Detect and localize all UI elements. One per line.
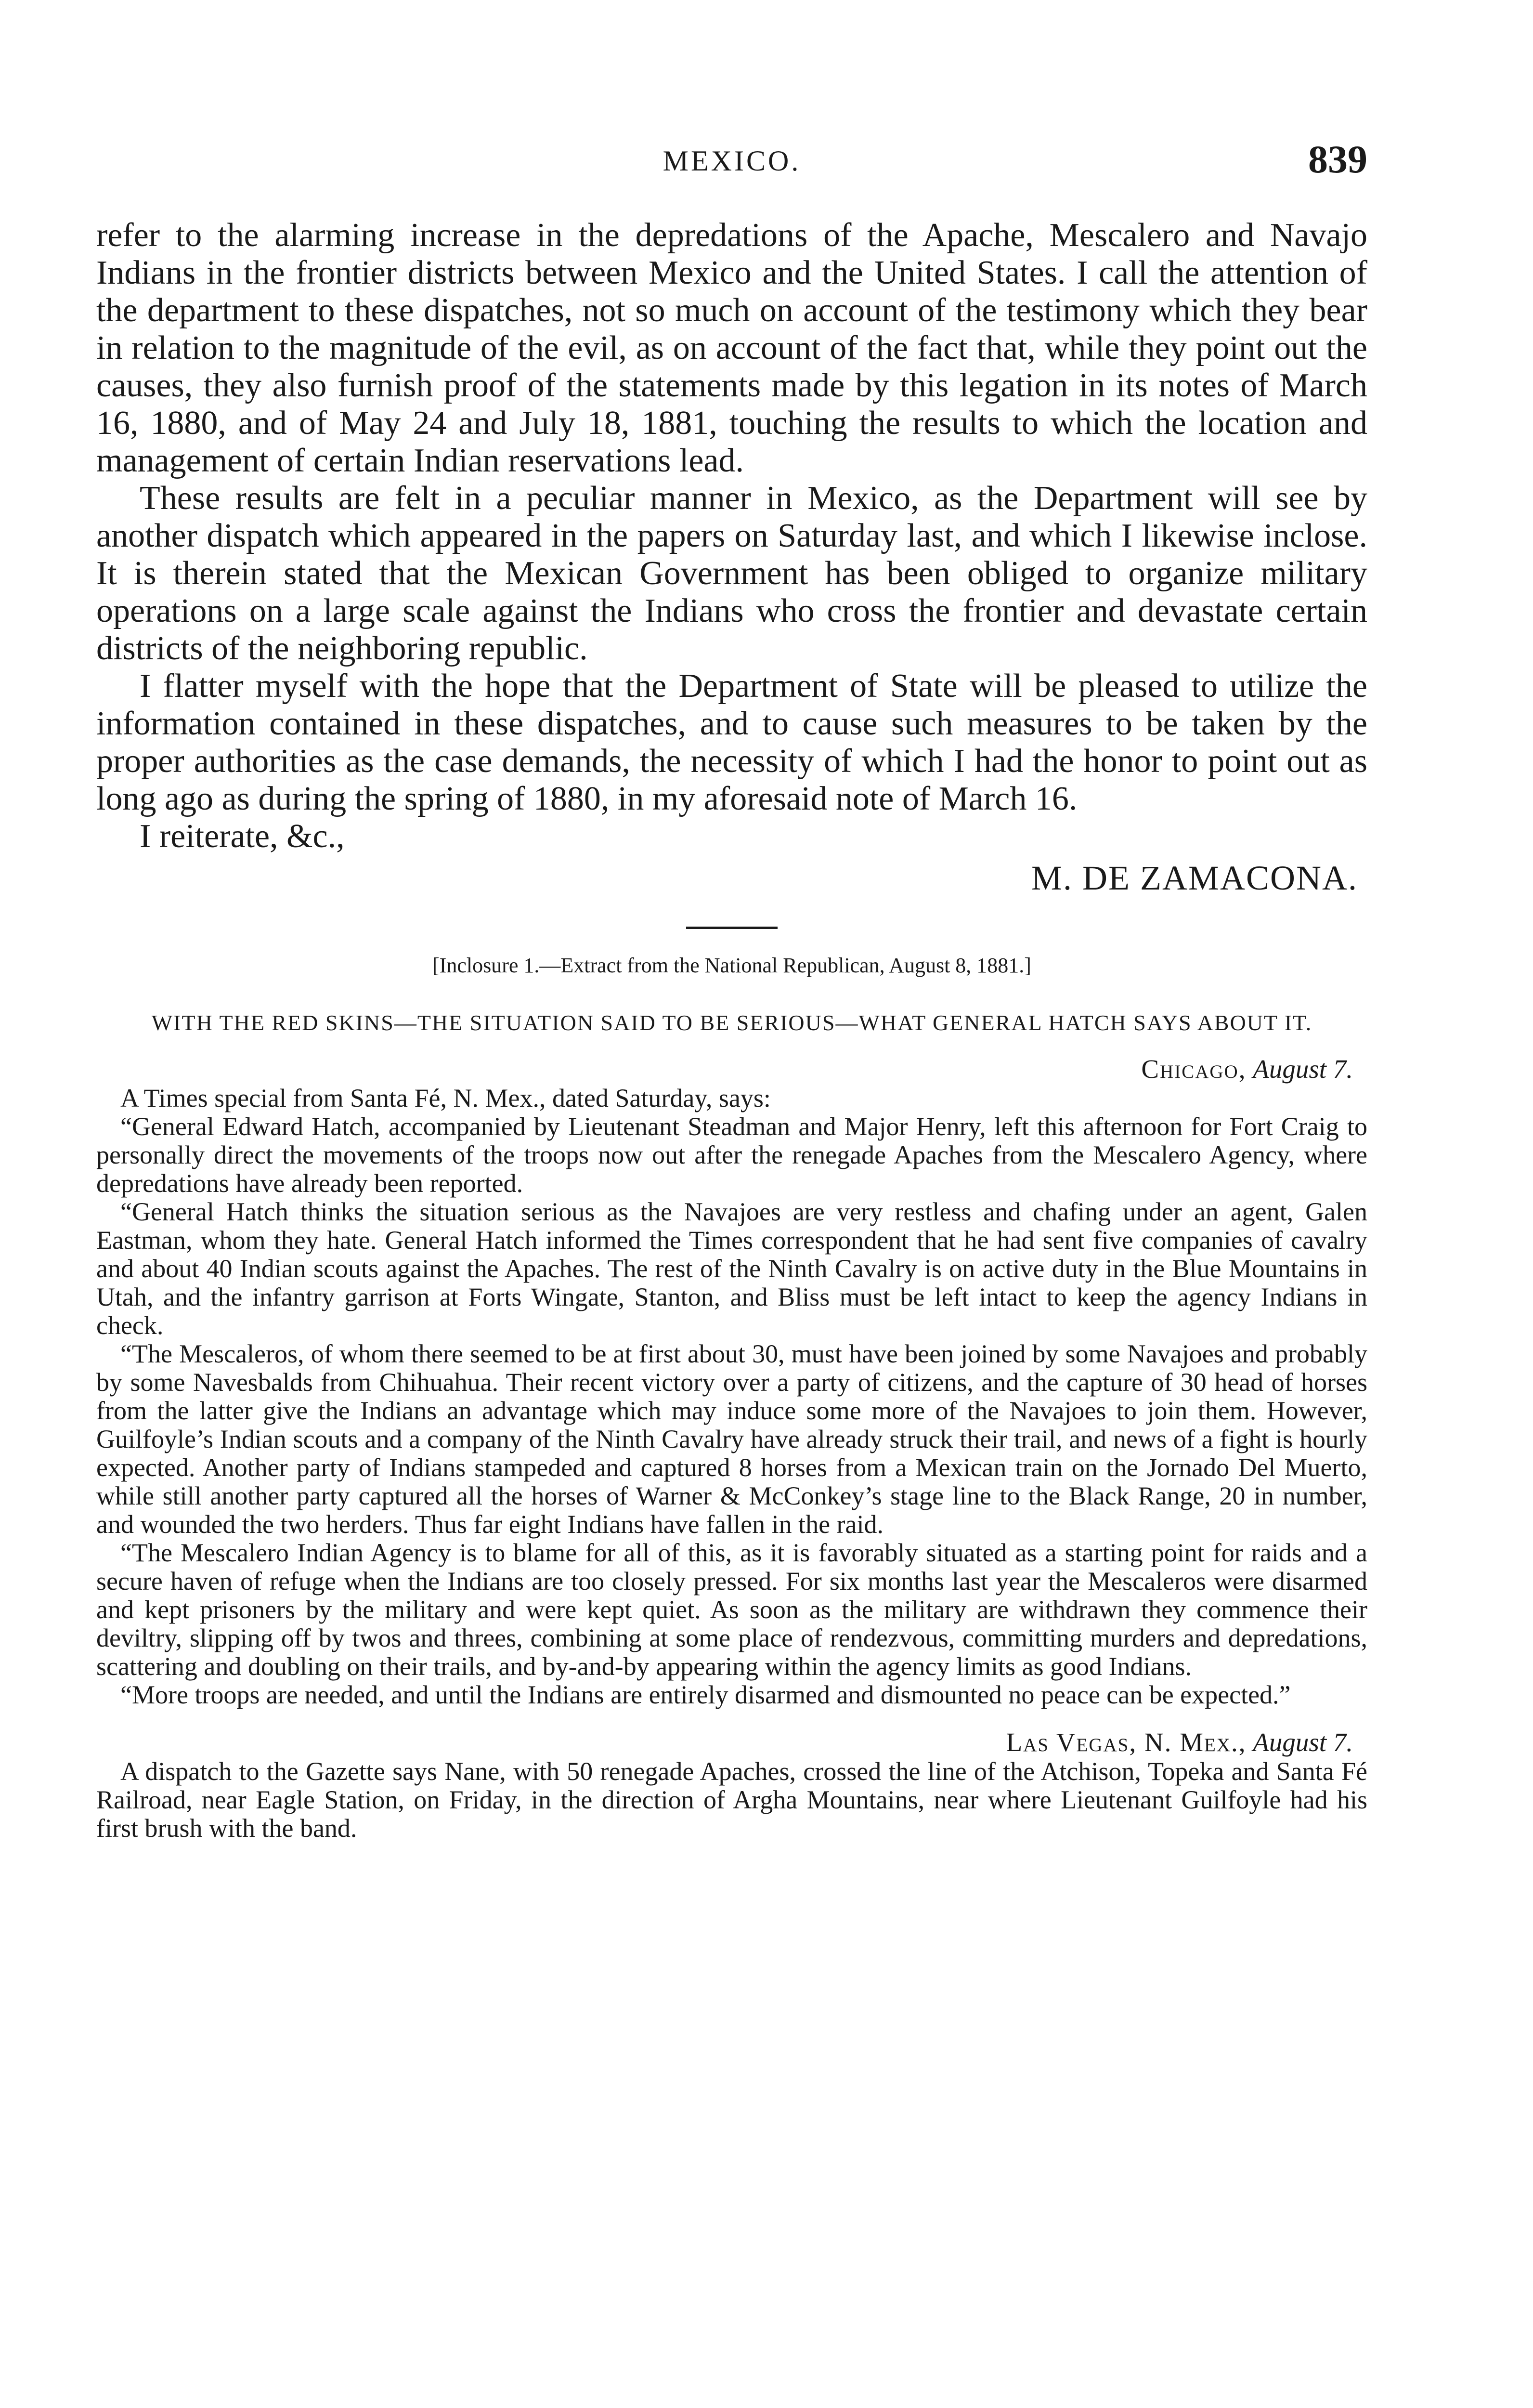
page-number: 839 (1308, 137, 1367, 181)
page-body (96, 217, 1367, 1843)
dateline-place: Las Vegas, N. Mex., (1006, 1727, 1247, 1757)
running-title: MEXICO. (663, 145, 801, 177)
article-paragraph: “General Hatch thinks the situation serious as the Navajoes are very restless and chafing under an agent, Galen Eastman, whom they hate. General Hatch informed the Times correspondent that he had sent five companies of cavalry and about 40 Indian scouts against the Apaches. The rest of the Ninth Cavalry is on active duty in the Blue Mountains in Utah, and the infantry garrison at Forts Wingate, Stanton, and Bliss must be left intact to keep the agency Indians in check. (96, 1197, 1367, 1340)
running-head (96, 137, 1367, 193)
dateline-chicago (96, 1054, 1353, 1084)
dateline-place: Chicago, (1141, 1054, 1247, 1084)
article-headline: WITH THE RED SKINS—THE SITUATION SAID TO BE SERIOUS—WHAT GENERAL HATCH SAYS ABOUT IT. (151, 1010, 1312, 1035)
article-paragraph: A Times special from Santa Fé, N. Mex., dated Saturday, says: (120, 1084, 771, 1112)
article-paragraph: “More troops are needed, and until the Indians are entirely disarmed and dismounted no peace can be expected.” (120, 1680, 1291, 1709)
article-paragraph: A dispatch to the Gazette says Nane, with 50 renegade Apaches, crossed the line of the Atchison, Topeka and Santa Fé Railroad, near Eagle Station, on Friday, in the direction of Argha Mountains, near where Lieutenant Guilfoyle had his first brush with the band. (96, 1757, 1367, 1843)
article-paragraph: “The Mescalero Indian Agency is to blame for all of this, as it is favorably situated as a starting point for raids and a secure haven of refuge when the Indians are too closely pressed. For six months last year the Mescaleros were disarmed and kept prisoners by the military and were kept quiet. As soon as the military are withdrawn they commence their deviltry, slipping off by twos and threes, combining at some place of rendezvous, committing murders and depredations, scattering and doubling on their trails, and by-and-by appearing within the agency limits as good Indians. (96, 1538, 1367, 1681)
letter-paragraph: These results are felt in a peculiar manner in Mexico, as the Department will see by another dispatch which appeared in the papers on Saturday last, and which I likewise inclose. It is therein stated that the Mexican Government has been obliged to organize military operations on a large scale against the Indians who cross the frontier and devastate certain districts of the neighboring republic. (96, 480, 1367, 667)
letter-body (96, 217, 1367, 898)
article-section-1 (96, 1084, 1367, 1709)
dateline-date: August 7. (1253, 1727, 1353, 1757)
enclosure-caption: [Inclosure 1.—Extract from the National Republican, August 8, 1881.] (432, 954, 1031, 977)
dateline-date: August 7. (1253, 1054, 1353, 1084)
article-paragraph: “General Edward Hatch, accompanied by Lieutenant Steadman and Major Henry, left this afternoon for Fort Craig to personally direct the movements of the troops now out after the renegade Apaches from the Mescalero Agency, where depredations have already been reported. (96, 1112, 1367, 1198)
article-section-2 (96, 1757, 1367, 1843)
signature: M. DE ZAMACONA. (1031, 859, 1358, 897)
dateline-las-vegas (96, 1727, 1353, 1757)
letter-paragraph: refer to the alarming increase in the depredations of the Apache, Mescalero and Navajo Indians in the frontier districts between Mexico and the United States. I call the attention of the department to these dispatches, not so much on account of the testimony which they bear in relation to the magnitude of the evil, as on account of the fact that, while they point out the causes, they also furnish proof of the statements made by this legation in its notes of March 16, 1880, and of May 24 and July 18, 1881, touching the results to which the location and management of certain Indian reservations lead. (96, 217, 1367, 479)
letter-paragraph: I flatter myself with the hope that the Department of State will be pleased to utilize the information contained in these dispatches, and to cause such measures to be taken by the proper authorities as the case demands, the necessity of which I had the honor to point out as long ago as during the spring of 1880, in my aforesaid note of March 16. (96, 667, 1367, 817)
letter-closing: I reiterate, &c., (140, 818, 345, 855)
section-divider (686, 927, 778, 929)
article-paragraph: “The Mescaleros, of whom there seemed to be at first about 30, must have been joined by some Navajoes and probably by some Navesbalds from Chihuahua. Their recent victory over a party of citizens, and the capture of 30 head of horses from the latter give the Indians an advantage which may induce some more of the Navajoes to join them. However, Guilfoyle’s Indian scouts and a company of the Ninth Cavalry have already struck their trail, and news of a fight is hourly expected. Another party of Indians stampeded and captured 8 horses from a Mexican train on the Jornado Del Muerto, while still another party captured all the horses of Warner & McConkey’s stage line to the Black Range, 20 in number, and wounded the two herders. Thus far eight Indians have fallen in the raid. (96, 1339, 1367, 1539)
